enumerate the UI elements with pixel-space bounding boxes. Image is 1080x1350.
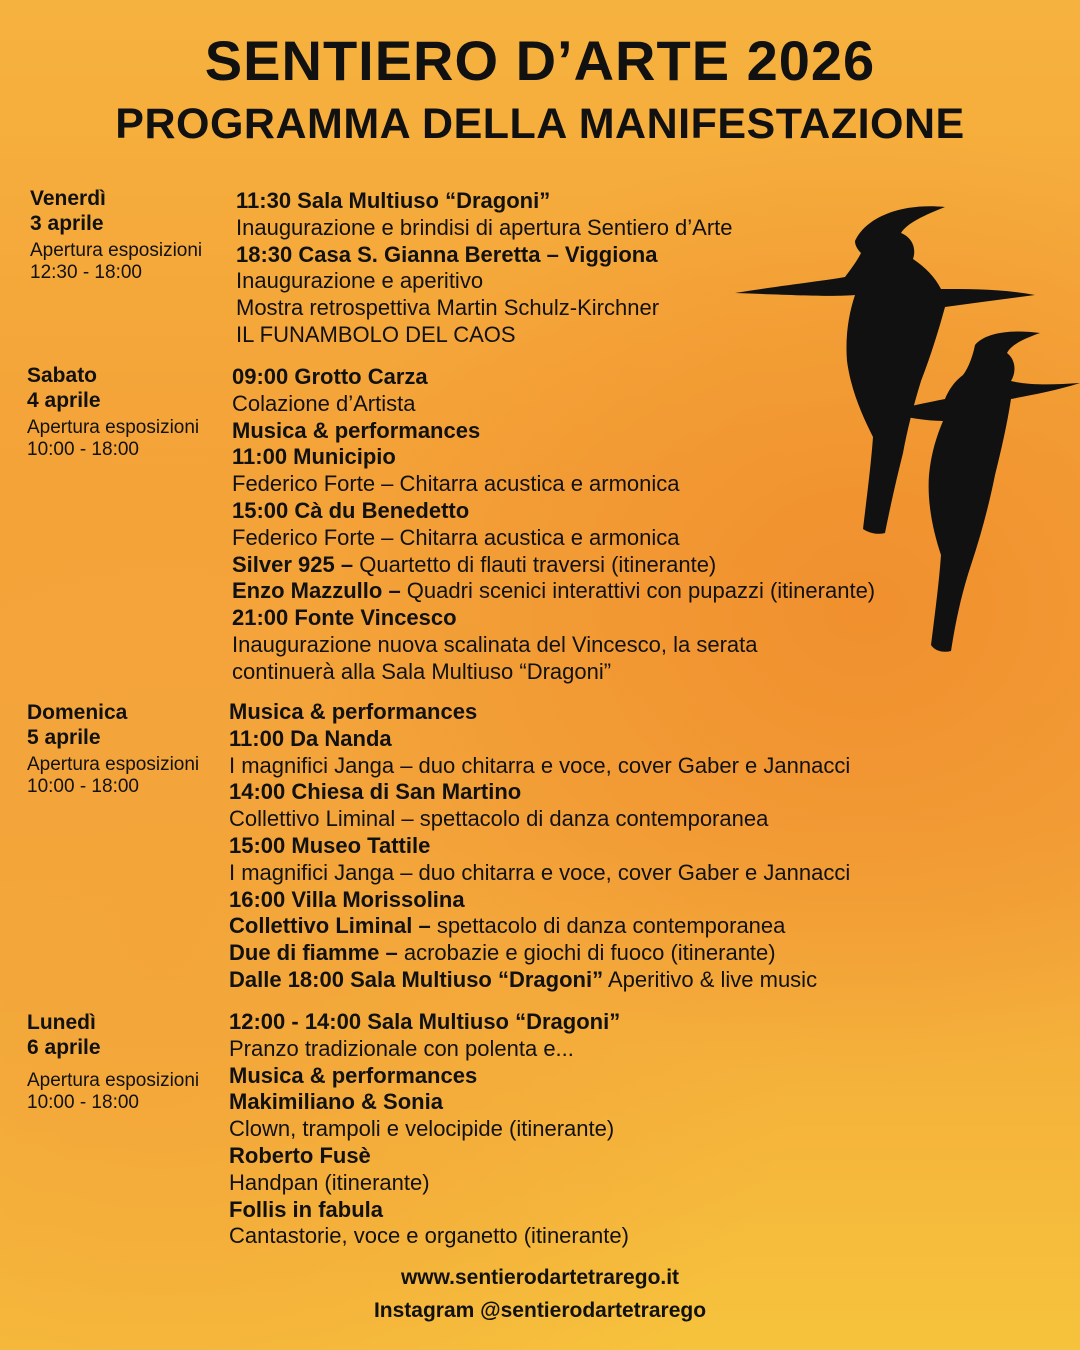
event-heading: Musica & performances xyxy=(229,1062,478,1088)
event-line xyxy=(229,1143,629,1170)
event-line xyxy=(229,753,850,780)
dancers-silhouette-icon xyxy=(735,185,1080,655)
opening-hours-label: Apertura esposizioni xyxy=(30,240,203,261)
event-heading: 11:00 Da Nanda xyxy=(229,725,392,751)
day-saturday xyxy=(27,363,199,461)
event-line xyxy=(229,1009,629,1036)
event-heading: Collettivo Liminal – xyxy=(229,913,431,939)
event-text: Colazione d’Artista xyxy=(232,390,416,416)
event-text: Inaugurazione nuova scalinata del Vincesco, la serata xyxy=(232,631,758,657)
event-line xyxy=(229,1063,629,1090)
event-heading: 11:00 Municipio xyxy=(232,444,396,470)
event-line xyxy=(229,1170,629,1197)
website-link[interactable]: www.sentierodartetrarego.it xyxy=(400,1266,680,1289)
day-sunday xyxy=(27,700,199,798)
event-text: Mostra retrospettiva Martin Schulz-Kirchner xyxy=(236,295,660,321)
event-heading: Silver 925 – xyxy=(232,551,354,577)
event-line xyxy=(229,833,850,860)
event-text: continuerà alla Sala Multiuso “Dragoni” xyxy=(232,658,612,684)
day-name: Domenica xyxy=(27,701,128,724)
events-friday xyxy=(236,188,733,349)
event-line xyxy=(229,913,850,940)
day-monday xyxy=(27,1010,199,1114)
events-sunday xyxy=(229,699,850,994)
event-text: Pranzo tradizionale con polenta e... xyxy=(229,1035,574,1061)
event-heading: 12:00 - 14:00 Sala Multiuso “Dragoni” xyxy=(229,1009,621,1034)
event-heading: 11:30 Sala Multiuso “Dragoni” xyxy=(236,188,551,213)
event-heading: Follis in fabula xyxy=(229,1196,384,1222)
event-line xyxy=(229,806,850,833)
event-text: Inaugurazione e aperitivo xyxy=(236,268,484,294)
day-date: 3 aprile xyxy=(30,212,104,235)
event-line xyxy=(236,322,733,349)
event-line xyxy=(229,967,850,994)
events-monday xyxy=(229,1009,629,1250)
day-name: Venerdì xyxy=(30,187,106,210)
event-text: acrobazie e giochi di fuoco (itinerante) xyxy=(397,940,776,966)
event-line xyxy=(236,188,733,215)
event-heading: Makimiliano & Sonia xyxy=(229,1089,443,1115)
event-line xyxy=(236,268,733,295)
day-name: Lunedì xyxy=(27,1011,96,1034)
event-heading: 14:00 Chiesa di San Martino xyxy=(229,779,522,805)
day-date: 4 aprile xyxy=(27,389,101,412)
event-heading: Due di fiamme – xyxy=(229,940,398,966)
opening-hours-label: Apertura esposizioni xyxy=(27,417,200,438)
event-text: Quartetto di flauti traversi (itinerante) xyxy=(353,551,717,577)
event-heading: 15:00 Museo Tattile xyxy=(229,832,431,858)
event-line xyxy=(229,726,850,753)
event-heading: 16:00 Villa Morissolina xyxy=(229,886,465,912)
event-text: Cantastorie, voce e organetto (itinerante) xyxy=(229,1223,629,1249)
event-text: I magnifici Janga – duo chitarra e voce, cover Gaber e Jannacci xyxy=(229,859,851,885)
day-date: 6 aprile xyxy=(27,1036,101,1059)
event-line xyxy=(229,1089,629,1116)
event-line xyxy=(229,1197,629,1224)
opening-hours-label: Apertura esposizioni xyxy=(27,754,200,775)
event-text: Federico Forte – Chitarra acustica e armonica xyxy=(232,471,680,497)
page-subtitle: PROGRAMMA DELLA MANIFESTAZIONE xyxy=(115,100,965,148)
event-heading: Enzo Mazzullo – xyxy=(232,578,401,604)
page-title: SENTIERO D’ARTE 2026 xyxy=(204,29,876,92)
event-line xyxy=(232,659,875,686)
event-line xyxy=(236,242,733,269)
event-line xyxy=(229,1223,629,1250)
event-line xyxy=(229,1036,629,1063)
event-text: IL FUNAMBOLO DEL CAOS xyxy=(236,321,516,347)
event-heading: Musica & performances xyxy=(232,417,481,443)
event-line xyxy=(229,940,850,967)
event-line xyxy=(229,699,850,726)
opening-hours-label: Apertura esposizioni xyxy=(27,1070,200,1091)
event-text: Aperitivo & live music xyxy=(603,966,818,992)
event-text: Inaugurazione e brindisi di apertura Sentiero d’Arte xyxy=(236,214,733,240)
event-text: Handpan (itinerante) xyxy=(229,1169,430,1195)
event-text: I magnifici Janga – duo chitarra e voce, cover Gaber e Jannacci xyxy=(229,752,851,778)
event-line xyxy=(229,860,850,887)
day-name: Sabato xyxy=(27,364,98,387)
event-line xyxy=(229,887,850,914)
event-heading: 18:30 Casa S. Gianna Beretta – Viggiona xyxy=(236,241,658,267)
event-heading: 21:00 Fonte Vincesco xyxy=(232,605,457,631)
day-date: 5 aprile xyxy=(27,726,101,749)
event-heading: Roberto Fusè xyxy=(229,1142,371,1168)
opening-hours: 12:30 - 18:00 xyxy=(30,262,142,283)
event-line xyxy=(229,779,850,806)
day-friday xyxy=(30,186,202,284)
event-text: Clown, trampoli e velocipide (itinerante) xyxy=(229,1116,615,1142)
event-text: Collettivo Liminal – spettacolo di danza contemporanea xyxy=(229,806,769,832)
instagram-link[interactable]: Instagram @sentierodartetrarego xyxy=(373,1299,707,1322)
event-text: spettacolo di danza contemporanea xyxy=(430,913,786,939)
event-text: Quadri scenici interattivi con pupazzi (itinerante) xyxy=(400,578,876,604)
opening-hours: 10:00 - 18:00 xyxy=(27,1092,139,1113)
event-heading: 15:00 Cà du Benedetto xyxy=(232,497,470,523)
event-heading: Musica & performances xyxy=(229,699,478,724)
event-text: Federico Forte – Chitarra acustica e armonica xyxy=(232,524,680,550)
opening-hours: 10:00 - 18:00 xyxy=(27,439,139,460)
event-heading: Dalle 18:00 Sala Multiuso “Dragoni” xyxy=(229,966,604,992)
event-line xyxy=(236,215,733,242)
event-heading: 09:00 Grotto Carza xyxy=(232,364,428,389)
event-line xyxy=(229,1116,629,1143)
opening-hours: 10:00 - 18:00 xyxy=(27,776,139,797)
event-line xyxy=(236,295,733,322)
